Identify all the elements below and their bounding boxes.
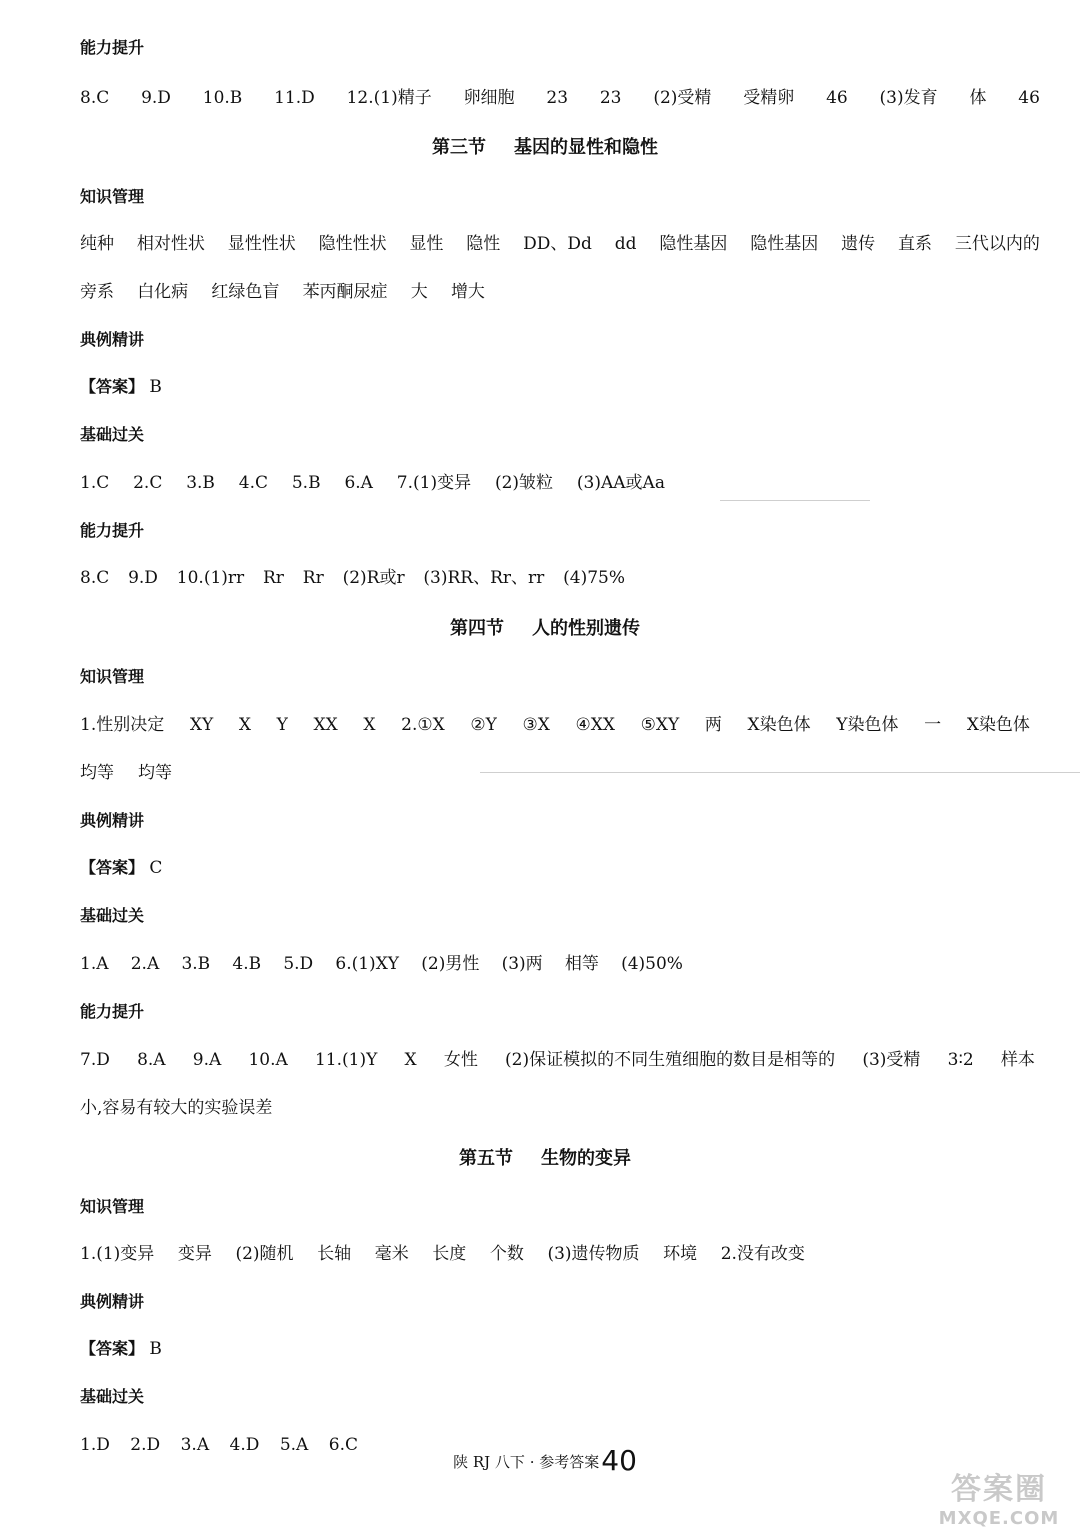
answer-token: (3)两 — [501, 954, 543, 974]
subsection-label: 知识管理 — [80, 667, 145, 686]
subsection-label: 能力提升 — [80, 521, 145, 540]
answer-token: XY — [189, 715, 214, 735]
answer-token: 8.C — [80, 88, 110, 108]
answer-token: 环境 — [663, 1244, 698, 1264]
answer-token: 5.A — [279, 1435, 309, 1455]
answer-key — [80, 376, 162, 398]
answer-token: 4.B — [232, 954, 262, 974]
answer-token: (2)R或r — [342, 568, 405, 588]
answer-line — [80, 87, 1040, 109]
answer-token: 2.C — [133, 473, 163, 493]
watermark-logo — [924, 1472, 1074, 1534]
answer-token: 9.D — [141, 88, 171, 108]
answer-key-value: B — [149, 377, 162, 397]
answer-token: 1.C — [80, 473, 110, 493]
answer-token: 白化病 — [137, 282, 189, 302]
section-number: 第四节 — [450, 618, 504, 639]
answer-token: Y染色体 — [836, 715, 899, 735]
scan-artifact — [720, 500, 870, 501]
answer-token: 增大 — [450, 282, 485, 302]
section-title: 人的性别遗传 — [532, 618, 640, 639]
answer-token: 3∶2 — [947, 1050, 974, 1070]
answer-token: 5.D — [283, 954, 314, 974]
answer-key-value: B — [149, 1339, 162, 1359]
answer-token: 46 — [1018, 88, 1040, 108]
answer-line — [80, 953, 683, 975]
watermark-url: MXQE.COM — [938, 1508, 1060, 1529]
answer-token: (3)AA或Aa — [576, 473, 665, 493]
answer-token: 46 — [826, 88, 848, 108]
answer-line — [80, 1049, 1035, 1071]
answer-token: (2)男性 — [421, 954, 480, 974]
answer-token: (4)75% — [563, 568, 625, 588]
answer-token: 相等 — [564, 954, 599, 974]
answer-key-label: 【答案】 — [80, 377, 145, 396]
answer-token: 8.C — [80, 568, 110, 588]
answer-token: 5.B — [291, 473, 321, 493]
answer-token: 三代以内的 — [954, 234, 1040, 254]
answer-token: 23 — [546, 88, 569, 108]
answer-token: 10.A — [248, 1050, 288, 1070]
section-number: 第三节 — [432, 137, 486, 158]
answer-token: 6.(1)XY — [335, 954, 400, 974]
answer-line — [80, 762, 172, 784]
answer-token: 6.C — [328, 1435, 358, 1455]
answer-line — [80, 233, 1040, 255]
answer-token: 7.(1)变异 — [396, 473, 472, 493]
answer-token: 3.B — [181, 954, 211, 974]
scan-artifact — [480, 772, 1080, 773]
subsection-label: 能力提升 — [80, 38, 145, 57]
answer-token: 受精卵 — [743, 88, 795, 108]
answer-line — [80, 714, 1030, 736]
answer-token: 9.D — [128, 568, 158, 588]
answer-token: 7.D — [80, 1050, 110, 1070]
answer-token: X — [363, 715, 376, 735]
answer-token: (2)随机 — [235, 1244, 294, 1264]
answer-token: 9.A — [192, 1050, 222, 1070]
subsection-label: 基础过关 — [80, 425, 145, 444]
answer-token: 两 — [704, 715, 722, 735]
subsection-label: 知识管理 — [80, 187, 145, 206]
answer-token: 纯种 — [80, 234, 114, 254]
answer-token: 2.D — [130, 1435, 161, 1455]
answer-token: 隐性性状 — [318, 234, 387, 254]
answer-token: 隐性基因 — [659, 234, 728, 254]
answer-token: (3)受精 — [862, 1050, 921, 1070]
answer-token: 11.(1)Y — [314, 1050, 378, 1070]
answer-token: 样本 — [1000, 1050, 1035, 1070]
subsection-label: 典例精讲 — [80, 1292, 145, 1311]
answer-token: 直系 — [898, 234, 932, 254]
answer-token: 4.D — [229, 1435, 260, 1455]
answer-token: Y — [276, 715, 288, 735]
answer-token: (2)皱粒 — [494, 473, 554, 493]
answer-token: 红绿色盲 — [211, 282, 280, 302]
answer-token: 苯丙酮尿症 — [302, 282, 388, 302]
answer-token: 均等 — [80, 763, 114, 783]
answer-token: 3.A — [180, 1435, 210, 1455]
answer-token: 显性 — [409, 234, 444, 254]
answer-token: 相对性状 — [136, 234, 205, 254]
answer-token: DD、Dd — [523, 234, 592, 254]
answer-token: 1.A — [80, 954, 109, 974]
answer-token: 大 — [410, 282, 428, 302]
answer-token: 遗传 — [841, 234, 876, 254]
answer-token: 隐性基因 — [750, 234, 819, 254]
answer-token: X — [238, 715, 251, 735]
answer-token: 8.A — [137, 1050, 166, 1070]
subsection-label: 基础过关 — [80, 906, 145, 925]
answer-token: 11.D — [274, 88, 315, 108]
subsection-label: 知识管理 — [80, 1197, 145, 1216]
footer-text: 陕 RJ 八下 · 参考答案 — [453, 1453, 600, 1471]
watermark-text: 答案圈 — [951, 1472, 1047, 1507]
answer-token: X染色体 — [966, 715, 1030, 735]
subsection-label: 典例精讲 — [80, 330, 145, 349]
answer-token: (2)受精 — [653, 88, 712, 108]
answer-line — [80, 281, 485, 303]
answer-token: 隐性 — [466, 234, 501, 254]
answer-token: 长度 — [432, 1244, 467, 1264]
answer-token: 2.没有改变 — [720, 1244, 805, 1264]
page-number: 40 — [601, 1444, 637, 1477]
answer-token: 体 — [969, 88, 987, 108]
answer-key-label: 【答案】 — [80, 1339, 145, 1358]
answer-token: (3)遗传物质 — [547, 1244, 640, 1264]
answer-key — [80, 1338, 162, 1360]
answer-token: XX — [313, 715, 338, 735]
answer-token: Rr — [263, 568, 284, 588]
answer-token: ③X — [522, 715, 550, 735]
answer-token: (3)RR、Rr、rr — [423, 568, 545, 588]
answer-token: ④XX — [575, 715, 615, 735]
answer-line — [80, 1243, 805, 1265]
answer-token: dd — [614, 234, 637, 254]
section-number: 第五节 — [459, 1148, 513, 1169]
answer-line — [80, 472, 665, 494]
answer-token: 1.(1)变异 — [80, 1244, 155, 1264]
subsection-label: 典例精讲 — [80, 811, 145, 830]
answer-token: Rr — [302, 568, 324, 588]
answer-token: 10.B — [202, 88, 243, 108]
answer-token: (3)发育 — [879, 88, 938, 108]
answer-token: 变异 — [177, 1244, 212, 1264]
answer-token: 均等 — [138, 763, 172, 783]
subsection-label: 基础过关 — [80, 1387, 145, 1406]
answer-token: 个数 — [489, 1244, 524, 1264]
answer-token: 4.C — [238, 473, 268, 493]
answer-key — [80, 857, 162, 879]
answer-line: 小,容易有较大的实验误差 — [80, 1098, 273, 1118]
answer-token: 一 — [924, 715, 942, 735]
answer-token: 女性 — [443, 1050, 478, 1070]
section-heading — [0, 617, 1090, 641]
answer-token: X染色体 — [747, 715, 811, 735]
answer-line — [80, 567, 625, 589]
answer-token: 3.B — [186, 473, 215, 493]
answer-key-label: 【答案】 — [80, 858, 145, 877]
subsection-label: 能力提升 — [80, 1002, 145, 1021]
answer-token: (2)保证模拟的不同生殖细胞的数目是相等的 — [505, 1050, 836, 1070]
answer-token: 2.①X — [401, 715, 445, 735]
answer-token: 卵细胞 — [463, 88, 515, 108]
answer-token: 23 — [599, 88, 622, 108]
answer-token: 6.A — [344, 473, 373, 493]
answer-token: 长轴 — [317, 1244, 352, 1264]
answer-key-value: C — [149, 858, 163, 878]
answer-token: 显性性状 — [227, 234, 296, 254]
section-title: 生物的变异 — [541, 1148, 631, 1169]
section-heading — [0, 136, 1090, 160]
answer-token: 旁系 — [80, 282, 114, 302]
answer-token: X — [404, 1050, 417, 1070]
answer-token: 10.(1)rr — [176, 568, 245, 588]
answer-token: 12.(1)精子 — [346, 88, 432, 108]
answer-token: 2.A — [130, 954, 160, 974]
section-title: 基因的显性和隐性 — [514, 137, 658, 158]
answer-token: ⑤XY — [640, 715, 680, 735]
answer-token: ②Y — [470, 715, 497, 735]
section-heading — [0, 1147, 1090, 1171]
answer-token: 1.D — [80, 1435, 110, 1455]
answer-token: 1.性别决定 — [80, 715, 165, 735]
answer-token: 毫米 — [374, 1244, 409, 1264]
answer-token: (4)50% — [621, 954, 683, 974]
